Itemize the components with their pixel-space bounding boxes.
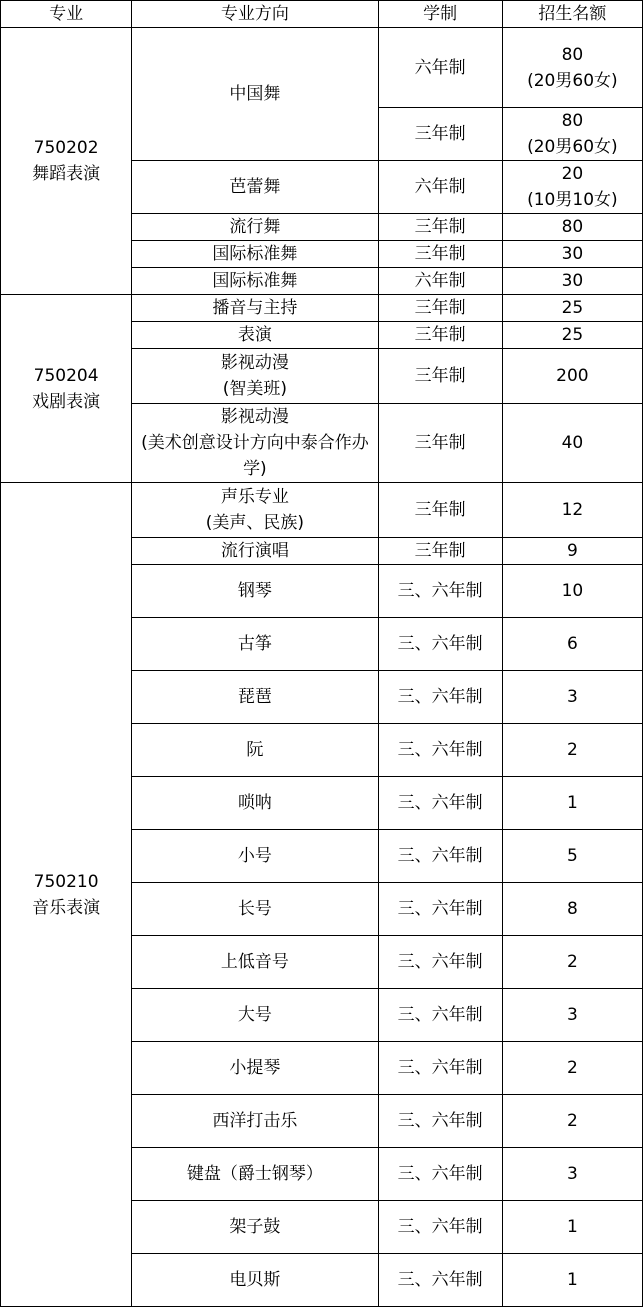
quota-value: 20 [561, 164, 584, 184]
quota-cell: 1 [502, 777, 642, 830]
quota-cell [502, 108, 642, 161]
direction-name: 影视动漫 [220, 353, 289, 373]
major-code: 750202 [33, 138, 99, 158]
direction-cell: 播音与主持 [132, 295, 378, 322]
quota-cell: 6 [502, 618, 642, 671]
major-code: 750210 [33, 871, 99, 892]
direction-cell: 国际标准舞 [132, 268, 378, 295]
duration-cell: 六年制 [378, 268, 502, 295]
quota-cell: 2 [502, 724, 642, 777]
duration-cell: 三、六年制 [378, 830, 502, 883]
duration-cell: 三年制 [378, 322, 502, 349]
duration-cell: 三年制 [378, 214, 502, 241]
quota-cell: 40 [502, 404, 642, 483]
quota-cell [502, 28, 642, 108]
quota-cell: 30 [502, 241, 642, 268]
quota-cell: 200 [502, 349, 642, 404]
quota-note: (20男60女) [527, 70, 618, 91]
quota-cell: 2 [502, 1095, 642, 1148]
duration-cell: 三、六年制 [378, 989, 502, 1042]
duration-cell: 三、六年制 [378, 883, 502, 936]
duration-cell: 三、六年制 [378, 1095, 502, 1148]
direction-note: (智美班) [222, 379, 288, 399]
direction-cell: 大号 [132, 989, 378, 1042]
header-major: 专业 [1, 1, 132, 28]
direction-cell: 芭蕾舞 [132, 161, 378, 214]
direction-name: 影视动漫 [220, 407, 289, 427]
duration-cell: 三、六年制 [378, 1042, 502, 1095]
quota-cell: 3 [502, 1148, 642, 1201]
direction-cell: 电贝斯 [132, 1254, 378, 1307]
quota-cell: 25 [502, 295, 642, 322]
direction-cell: 上低音号 [132, 936, 378, 989]
direction-cell: 架子鼓 [132, 1201, 378, 1254]
table-row [1, 483, 643, 538]
duration-cell: 六年制 [378, 161, 502, 214]
direction-note: (美声、民族) [205, 513, 305, 533]
direction-cell: 流行演唱 [132, 538, 378, 565]
quota-note: (10男10女) [527, 190, 618, 210]
duration-cell: 三年制 [378, 404, 502, 483]
duration-cell: 三、六年制 [378, 1201, 502, 1254]
quota-cell: 1 [502, 1201, 642, 1254]
quota-value: 80 [561, 44, 584, 65]
header-duration: 学制 [378, 1, 502, 28]
direction-cell: 唢呐 [132, 777, 378, 830]
direction-name: 声乐专业 [220, 487, 289, 507]
duration-cell: 三、六年制 [378, 777, 502, 830]
direction-cell: 古筝 [132, 618, 378, 671]
duration-cell: 三、六年制 [378, 671, 502, 724]
duration-cell: 三、六年制 [378, 565, 502, 618]
quota-cell: 80 [502, 214, 642, 241]
duration-cell: 三年制 [378, 108, 502, 161]
major-name: 戏剧表演 [32, 391, 101, 412]
direction-cell: 阮 [132, 724, 378, 777]
quota-cell: 25 [502, 322, 642, 349]
quota-cell: 3 [502, 989, 642, 1042]
major-cell-dance [1, 28, 132, 295]
quota-cell: 8 [502, 883, 642, 936]
quota-cell: 30 [502, 268, 642, 295]
quota-cell: 1 [502, 1254, 642, 1307]
duration-cell: 三、六年制 [378, 724, 502, 777]
major-name: 音乐表演 [32, 897, 101, 918]
table-row [1, 295, 643, 322]
quota-note: (20男60女) [527, 137, 618, 157]
quota-cell: 2 [502, 1042, 642, 1095]
duration-cell: 三、六年制 [378, 936, 502, 989]
direction-cell: 国际标准舞 [132, 241, 378, 268]
direction-cell: 表演 [132, 322, 378, 349]
direction-cell [132, 349, 378, 404]
quota-cell: 5 [502, 830, 642, 883]
duration-cell: 三、六年制 [378, 1254, 502, 1307]
major-name: 舞蹈表演 [32, 164, 101, 184]
quota-cell: 9 [502, 538, 642, 565]
duration-cell: 六年制 [378, 28, 502, 108]
major-cell-drama [1, 295, 132, 483]
direction-cell: 小提琴 [132, 1042, 378, 1095]
duration-cell: 三、六年制 [378, 618, 502, 671]
header-quota: 招生名额 [502, 1, 642, 28]
major-cell-music [1, 483, 132, 1307]
duration-cell: 三年制 [378, 483, 502, 538]
direction-cell: 长号 [132, 883, 378, 936]
direction-cell [132, 404, 378, 483]
quota-cell: 12 [502, 483, 642, 538]
quota-cell: 3 [502, 671, 642, 724]
direction-cell: 琵琶 [132, 671, 378, 724]
duration-cell: 三年制 [378, 349, 502, 404]
direction-cell: 西洋打击乐 [132, 1095, 378, 1148]
direction-cell: 键盘（爵士钢琴） [132, 1148, 378, 1201]
header-direction: 专业方向 [132, 1, 378, 28]
duration-cell: 三年制 [378, 241, 502, 268]
direction-cell: 流行舞 [132, 214, 378, 241]
duration-cell: 三年制 [378, 295, 502, 322]
direction-cell: 钢琴 [132, 565, 378, 618]
duration-cell: 三、六年制 [378, 1148, 502, 1201]
major-code: 750204 [33, 365, 99, 386]
direction-cell: 小号 [132, 830, 378, 883]
header-row [1, 1, 643, 28]
direction-cell [132, 483, 378, 538]
direction-cell: 中国舞 [132, 28, 378, 161]
table-row [1, 28, 643, 108]
quota-cell [502, 161, 642, 214]
quota-cell: 2 [502, 936, 642, 989]
quota-cell: 10 [502, 565, 642, 618]
duration-cell: 三年制 [378, 538, 502, 565]
quota-value: 80 [561, 111, 584, 131]
direction-note: (美术创意设计方向中泰合作办学) [141, 433, 369, 479]
